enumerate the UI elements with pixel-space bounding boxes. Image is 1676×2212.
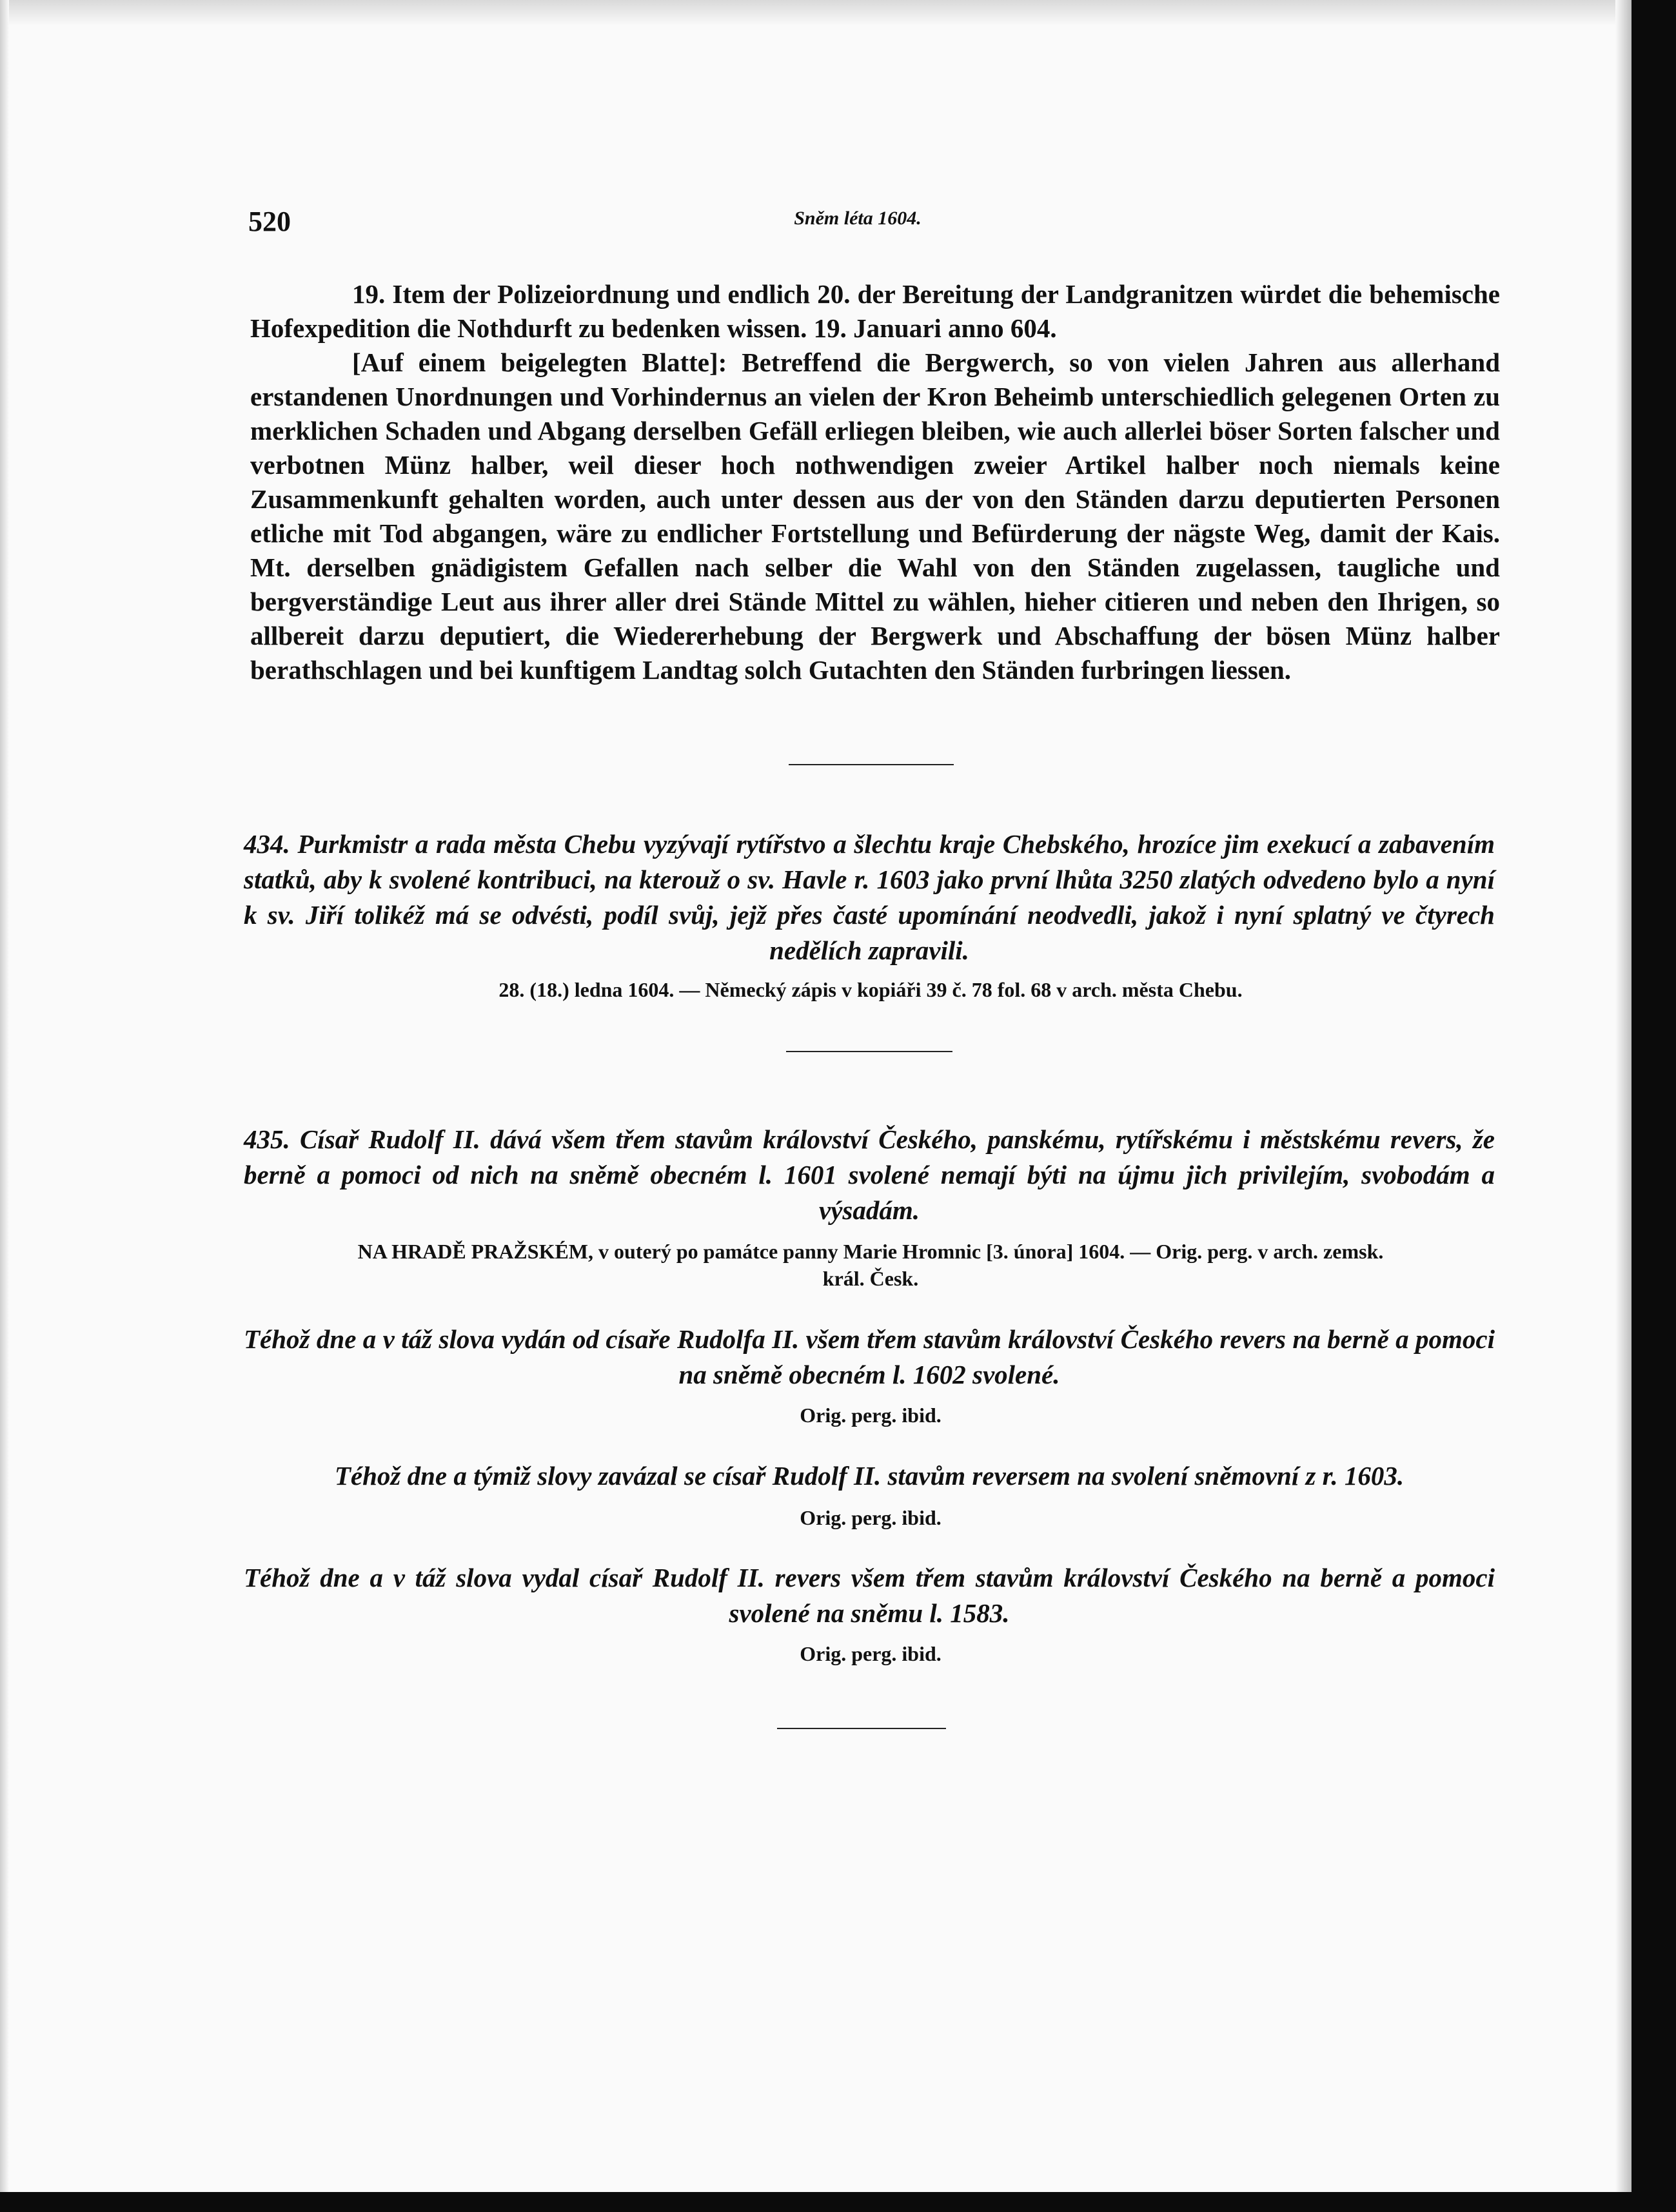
intro-paragraph-1: 19. Item der Polizeiordnung und endlich 20. der Bereitung der Landgranitzen würdet die behemische Hofexpedition die Nothdurft zu bedenken wissen. 19. Januari anno 604. xyxy=(250,279,1500,343)
related-entry-source: Orig. perg. ibid. xyxy=(800,1506,942,1529)
related-entry-text: Téhož dne a týmiž slovy zavázal se císař Rudolf II. stavům reversem na svolení sněmovní z r. 1603. xyxy=(334,1461,1405,1491)
entry-434-summary: 434. Purkmistr a rada města Chebu vyzývají rytířstvo a šlechtu kraje Chebského, hrozíce jim exekucí a zabavením statků, aby k svolené kontribuci, na kterouž o sv. Havle r. 1603 jako první lhůta 3250 zlatých odvedeno bylo a nyní k sv. Jiří tolikéž má se odvésti, podíl svůj, jejž přes časté upomínání neodvedli, jakož i nyní splatný ve čtyrech nedělích zapravili. xyxy=(244,829,1495,965)
section-divider xyxy=(789,764,954,765)
entry-435-summary: 435. Císař Rudolf II. dává všem třem stavům království Českého, panskému, rytířskému i městskému revers, že berně a pomoci od nich na sněmě obecném l. 1601 svolené nemají býti na újmu jich privilejím, svobodám a výsadám. xyxy=(244,1124,1495,1225)
related-entry-text: Téhož dne a v táž slova vydal císař Rudolf II. revers všem třem stavům království Českého na berně a pomoci svolené na sněmu l. 1583. xyxy=(244,1563,1495,1628)
section-divider xyxy=(786,1051,952,1052)
scan-border-right xyxy=(1632,0,1676,2212)
intro-text xyxy=(250,277,1500,687)
related-entry-source: Orig. perg. ibid. xyxy=(800,1642,942,1665)
entry-435-source-continued: král. Česk. xyxy=(822,1267,919,1290)
scan-border-bottom xyxy=(0,2192,1676,2212)
running-head: Sněm léta 1604. xyxy=(794,208,922,229)
scan-shadow-right xyxy=(1615,0,1632,2212)
section-divider xyxy=(777,1728,946,1729)
scan-shadow-left xyxy=(0,0,9,2212)
scan-shadow-top xyxy=(0,0,1676,26)
intro-paragraph-2: [Auf einem beigelegten Blatte]: Betreffend die Bergwerch, so von vielen Jahren aus allerhand erstandenen Unordnungen und Vorhindernus an vielen der Kron Beheimb unterschiedlich gelegenen Orten zu merklichen Schaden und Abgang derselben Gefäll erliegen bleiben, wie auch allerlei böser Sorten falscher und verbotnen Münz halber, weil dieser hoch nothwendigen zweier Artikel halber noch niemals keine Zusammenkunft gehalten worden, auch unter dessen aus der von den Ständen darzu deputierten Personen etliche mit Tod abgangen, wäre zu endlicher Fortstellung und Befürderung der nägste Weg, damit der Kais. Mt. derselben gnädigistem Gefallen nach selber die Wahl von den Ständen zugelassen, taugliche und bergverständige Leut aus ihrer aller drei Stände Mittel zu wählen, hieher citieren und neben den Ihrigen, so allbereit darzu deputiert, die Wiedererhebung der Bergwerk und Abschaffung der bösen Münz halber berathschlagen und bei kunftigem Landtag solch Gutachten den Ständen furbringen liessen. xyxy=(250,347,1500,685)
related-entry-text: Téhož dne a v táž slova vydán od císaře Rudolfa II. všem třem stavům království Českého revers na berně a pomoci na sněmě obecném l. 1602 svolené. xyxy=(244,1324,1495,1389)
related-entry-source: Orig. perg. ibid. xyxy=(800,1404,942,1427)
page-number: 520 xyxy=(248,206,291,237)
entry-435-source: NA HRADĚ PRAŽSKÉM, v outerý po památce panny Marie Hromnic [3. února] 1604. — Orig. perg. v arch. zemsk. xyxy=(357,1240,1384,1263)
entry-434-source: 28. (18.) ledna 1604. — Německý zápis v kopiáři 39 č. 78 fol. 68 v arch. města Chebu. xyxy=(498,978,1243,1001)
